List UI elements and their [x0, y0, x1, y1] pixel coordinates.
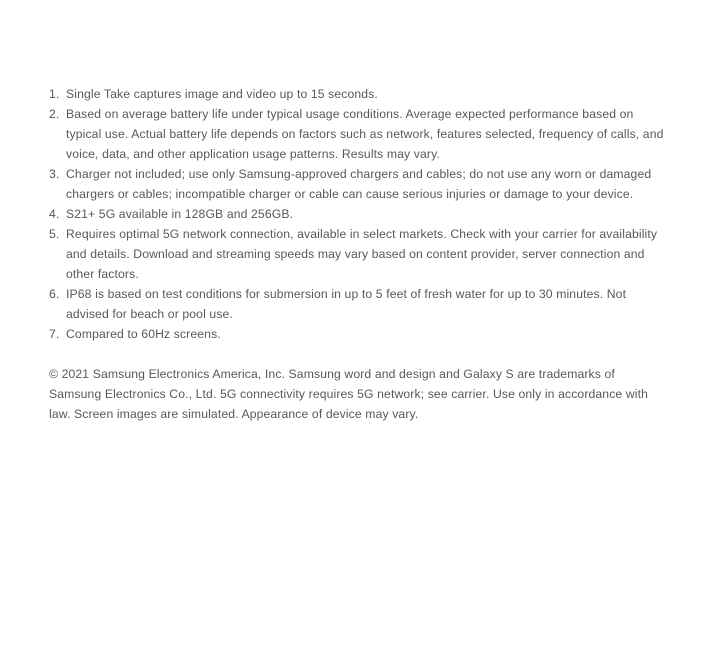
- footnote-text: Compared to 60Hz screens.: [66, 327, 221, 341]
- footnote-text: Charger not included; use only Samsung-approved chargers and cables; do not use any worn or damaged chargers or cables; incompatible charger or cable can cause serious injuries or damage to your device.: [66, 167, 652, 201]
- footnote-text: Based on average battery life under typical usage conditions. Average expected performance based on typical use. Actual battery life depends on factors such as network, features selected, frequency of calls, and voice, data, and other application usage patterns. Results may vary.: [66, 107, 664, 161]
- footnote-text: Single Take captures image and video up to 15 seconds.: [66, 87, 378, 101]
- footnote-number: 3.: [49, 167, 60, 181]
- list-item: [49, 204, 669, 224]
- list-item: [49, 164, 669, 204]
- list-item: [49, 324, 669, 344]
- footnote-list: [49, 84, 669, 344]
- footnote-number: 6.: [49, 287, 60, 301]
- footnote-number: 1.: [49, 87, 60, 101]
- footnote-number: 7.: [49, 327, 60, 341]
- footnote-number: 2.: [49, 107, 60, 121]
- list-item: [49, 84, 669, 104]
- footnote-text: S21+ 5G available in 128GB and 256GB.: [66, 207, 294, 221]
- footnote-number: 5.: [49, 227, 60, 241]
- footnote-text: IP68 is based on test conditions for submersion in up to 5 feet of fresh water for up to 30 minutes. Not advised for beach or pool use.: [66, 287, 627, 321]
- footnote-text: Requires optimal 5G network connection, available in select markets. Check with your carrier for availability and details. Download and streaming speeds may vary based on content provider, server connection and other factors.: [66, 227, 658, 281]
- footnote-number: 4.: [49, 207, 60, 221]
- list-item: [49, 104, 669, 164]
- legal-disclaimer: © 2021 Samsung Electronics America, Inc. Samsung word and design and Galaxy S are trademarks of Samsung Electronics Co., Ltd. 5G connectivity requires 5G network; see carrier. Use only in accordance with law. Screen images are simulated. Appearance of device may vary.: [49, 367, 648, 421]
- list-item: [49, 284, 669, 324]
- list-item: [49, 224, 669, 284]
